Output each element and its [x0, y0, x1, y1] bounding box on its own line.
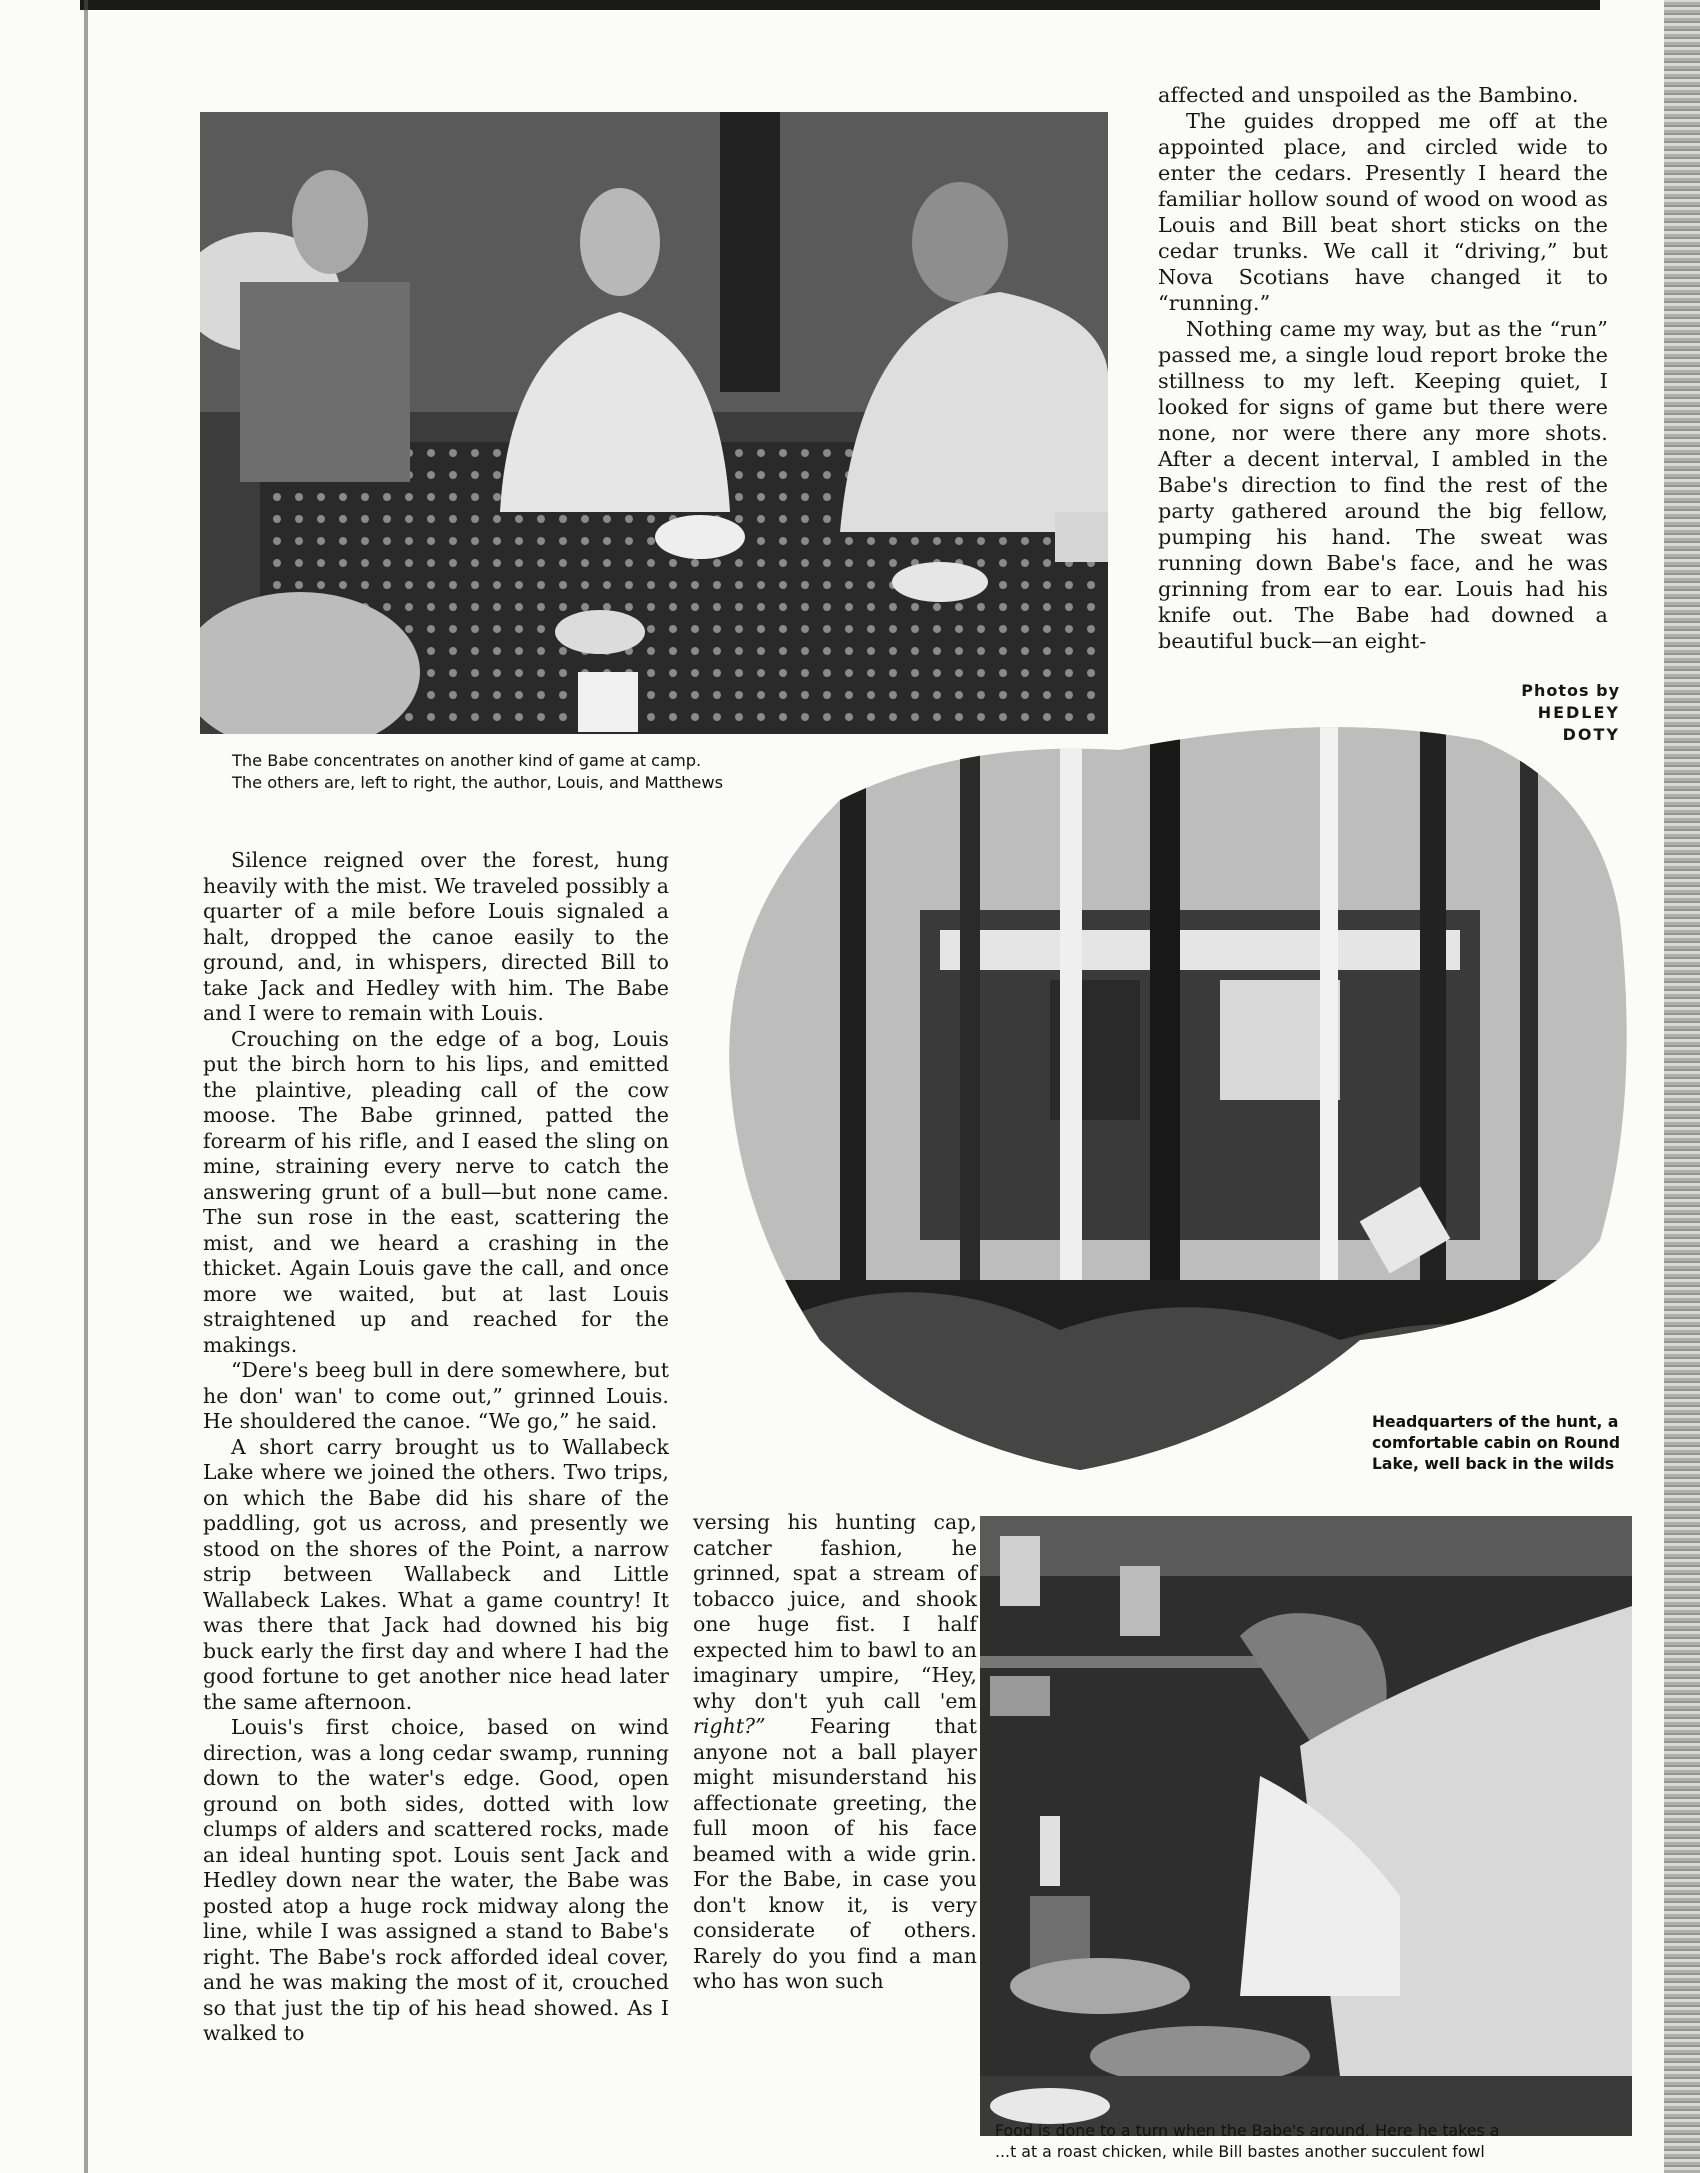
paragraph: A short carry brought us to Wallabeck Lake where we joined the others. Two trips, on which the Babe did his share of the paddling, got us across, and presently we stood on the shores of the Point, a narrow strip between Wallabeck and Little Wallabeck Lakes. What a game country! It was there that Jack had downed his big buck early the first day and where I had the good fortune to get another nice head later the same afternoon.	[203, 1434, 669, 1714]
italic-text: right?”	[693, 1714, 766, 1738]
paragraph: Louis's first choice, based on wind direction, was a long cedar swamp, running down to the water's edge. Good, open ground on both sides, dotted with low clumps of alders and scattered rocks, made an ideal hunting spot. Louis sent Jack and Hedley down near the water, the Babe was posted atop a huge rock midway along the line, while I was assigned a stand to Babe's right. The Babe's rock afforded ideal cover, and he was making the most of it, crouched so that just the tip of his head showed. As I walked to	[203, 1715, 669, 2045]
photo-cabin	[720, 680, 1640, 1480]
caption-line: Lake, well back in the wilds	[1372, 1455, 1615, 1473]
article-column-middle	[693, 1510, 977, 1995]
scan-edge-top	[80, 0, 1600, 10]
paragraph: affected and unspoiled as the Bambino.	[1158, 83, 1579, 107]
photo-kitchen-caption	[995, 2120, 1645, 2162]
paragraph: Silence reigned over the forest, hung heavily with the mist. We traveled possibly a quarter of a mile before Louis signaled a halt, dropped the canoe easily to the ground, and, in whispers, directed Bill to take Jack and Hedley with him. The Babe and I were to remain with Louis.	[203, 848, 669, 1025]
scan-edge-left	[84, 0, 88, 2173]
paragraph: The guides dropped me off at the appointed place, and circled wide to enter the cedars. Presently I heard the familiar hollow sound of wood on wood as Louis and Bill beat short sticks on the cedar trunks. We call it “driving,” but Nova Scotians have changed it to “running.”	[1158, 109, 1608, 315]
caption-line: ...t at a roast chicken, while Bill bastes another succulent fowl	[995, 2142, 1485, 2161]
article-column-left	[203, 848, 669, 2047]
photo-card-game	[200, 112, 1108, 734]
photo-kitchen	[980, 1516, 1632, 2136]
photo-cabin-image	[720, 680, 1640, 1480]
article-column-top-right	[1158, 82, 1608, 654]
paragraph: Crouching on the edge of a bog, Louis put the birch horn to his lips, and emitted the plaintive, pleading call of the cow moose. The Babe grinned, patted the forearm of his rifle, and I eased the sling on mine, straining every nerve to catch the answering grunt of a bull—but none came. The sun rose in the east, scattering the mist, and we heard a crashing in the thicket. Again Louis gave the call, and once more we waited, but at last Louis straightened up and reached for the makings.	[203, 1026, 669, 1357]
caption-line: Headquarters of the hunt, a	[1372, 1413, 1619, 1431]
caption-line: The others are, left to right, the author, Louis, and Matthews	[232, 773, 724, 792]
photo-cabin-caption	[1372, 1412, 1672, 1475]
paragraph-text: Fearing that anyone not a ball player might misunderstand his affectionate greeting, the full moon of his face beamed with a wide grin. For the Babe, in case you don't know it, is very considerate of others. Rarely do you find a man who has won such	[693, 1714, 977, 1993]
credit-line: HEDLEY	[1537, 703, 1620, 722]
paragraph: “Dere's beeg bull in dere somewhere, but he don' wan' to come out,” grinned Louis. He shouldered the canoe. “We go,” he said.	[203, 1358, 669, 1433]
paragraph-text: versing his hunting cap, catcher fashion, he grinned, spat a stream of tobacco juice, and shook one huge fist. I half expected him to bawl to an imaginary umpire, “Hey, why don't yuh call 'em	[693, 1510, 977, 1713]
credit-line: DOTY	[1562, 725, 1620, 744]
caption-line: Food is done to a turn when the Babe's around. Here he takes a	[995, 2121, 1500, 2140]
paragraph	[693, 1510, 977, 1995]
paragraph: Nothing came my way, but as the “run” passed me, a single loud report broke the stillness to my left. Keeping quiet, I looked for signs of game but there were none, nor were there any more shots. After a decent interval, I ambled in the Babe's direction to find the rest of the party gathered around the big fellow, pumping his hand. The sweat was running down Babe's face, and he was grinning from ear to ear. Louis had his knife out. The Babe had downed a beautiful buck—an eight-	[1158, 317, 1608, 653]
caption-line: The Babe concentrates on another kind of game at camp.	[232, 751, 702, 770]
caption-line: comfortable cabin on Round	[1372, 1434, 1621, 1452]
photo-kitchen-image	[980, 1516, 1632, 2136]
credit-line: Photos by	[1521, 681, 1620, 700]
scan-edge-right	[1664, 0, 1700, 2173]
photo-card-game-image	[200, 112, 1108, 734]
